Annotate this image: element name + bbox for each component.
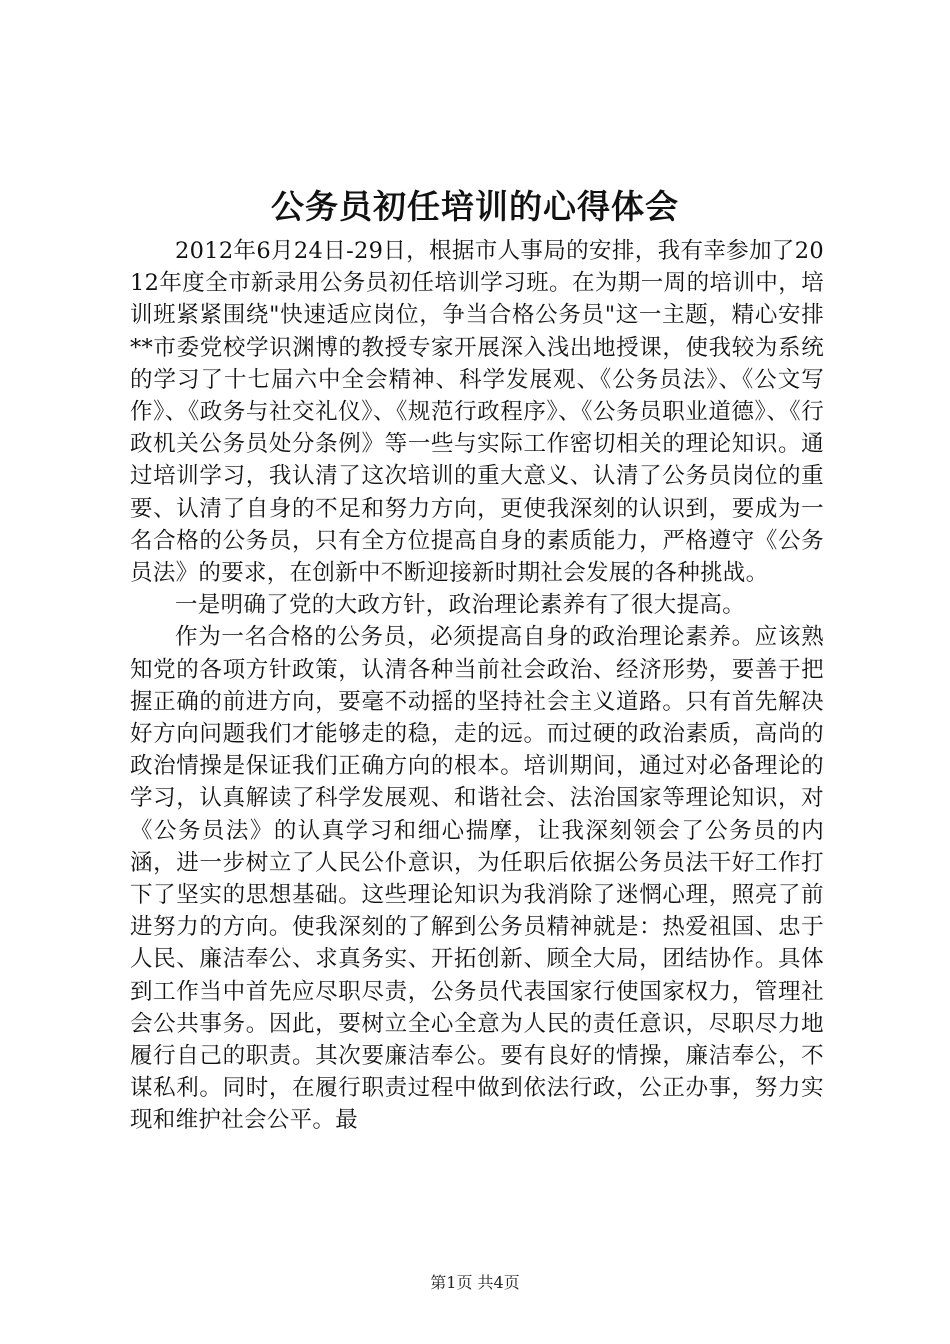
document-body xyxy=(130,235,824,1137)
paragraph-intro: 2012年6月24日-29日，根据市人事局的安排，我有幸参加了2012年度全市新录用公务员初任培训学习班。在为期一周的培训中，培训班紧紧围绕"快速适应岗位，争当合格公务员"这一主题，精心安排**市委党校学识渊博的教授专家开展深入浅出地授课，使我较为系统的学习了十七届六中全会精神、科学发展观、《公务员法》、《公文写作》、《政务与社交礼仪》、《规范行政程序》、《公务员职业道德》、《行政机关公务员处分条例》等一些与实际工作密切相关的理论知识。通过培训学习，我认清了这次培训的重大意义、认清了公务员岗位的重要、认清了自身的不足和努力方向，更使我深刻的认识到，要成为一名合格的公务员，只有全方位提高自身的素质能力，严格遵守《公务员法》的要求，在创新中不断迎接新时期社会发展的各种挑战。 xyxy=(130,238,824,587)
page-number-footer: 第1页 共4页 xyxy=(430,1273,520,1292)
document-title: 公务员初任培训的心得体会 xyxy=(271,187,679,226)
paragraph-heading-one: 一是明确了党的大政方针，政治理论素养有了很大提高。 xyxy=(175,592,746,619)
paragraph-political-theory: 作为一名合格的公务员，必须提高自身的政治理论素养。应该熟知党的各项方针政策，认清各种当前社会政治、经济形势，要善于把握正确的前进方向，要毫不动摇的坚持社会主义道路。只有首先解决好方向问题我们才能够走的稳，走的远。而过硬的政治素质，高尚的政治情操是保证我们正确方向的根本。培训期间，通过对必备理论的学习，认真解读了科学发展观、和谐社会、法治国家等理论知识，对《公务员法》的认真学习和细心揣摩，让我深刻领会了公务员的内涵，进一步树立了人民公仆意识，为任职后依据公务员法干好工作打下了坚实的思想基础。这些理论知识为我消除了迷惘心理，照亮了前进努力的方向。使我深刻的了解到公务员精神就是：热爱祖国、忠于人民、廉洁奉公、求真务实、开拓创新、顾全大局，团结协作。具体到工作当中首先应尽职尽责，公务员代表国家行使国家权力，管理社会公共事务。因此，要树立全心全意为人民的责任意识，尽职尽力地履行自己的职责。其次要廉洁奉公。要有良好的情操，廉洁奉公，不谋私利。同时，在履行职责过程中做到依法行政，公正办事，努力实现和维护社会公平。最 xyxy=(130,624,824,1134)
